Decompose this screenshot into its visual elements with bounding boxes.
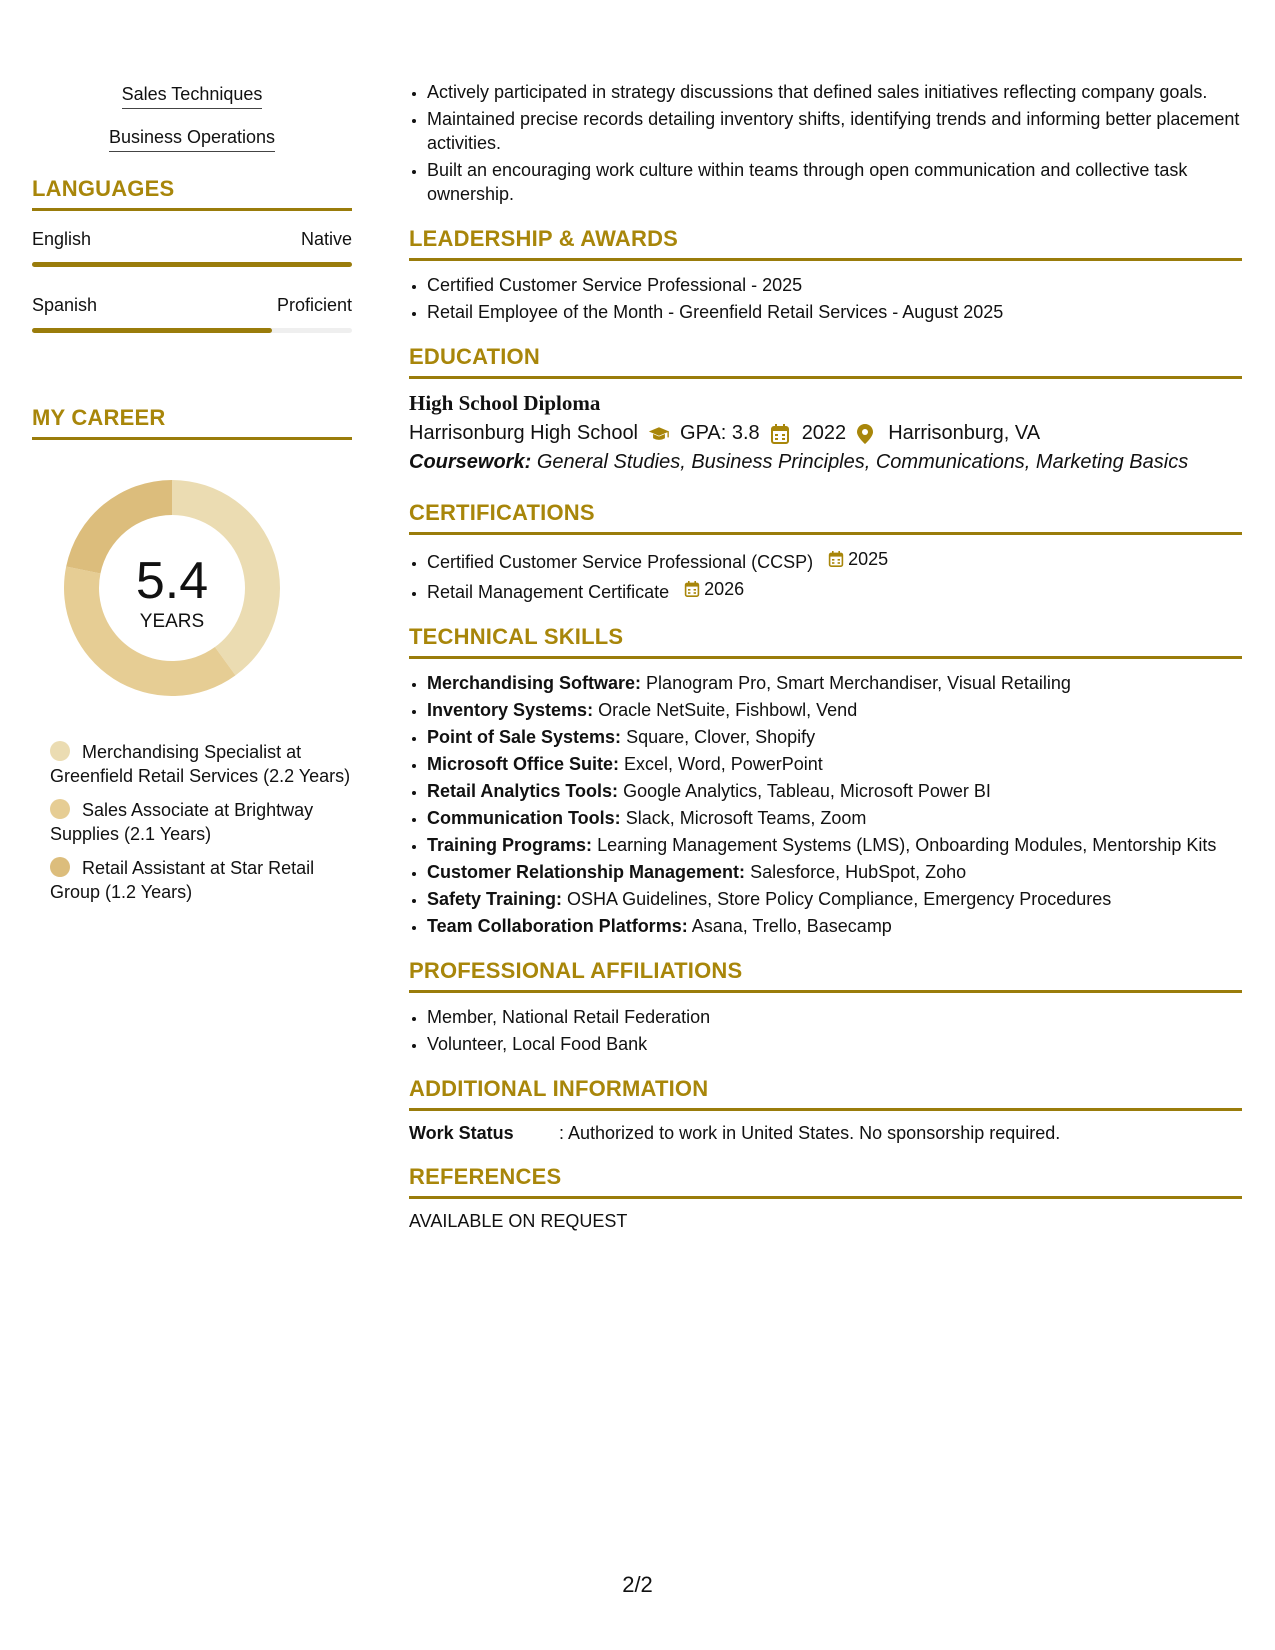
- work-status-label: Work Status: [409, 1123, 514, 1143]
- education-meta: [409, 422, 1242, 445]
- references-heading: REFERENCES: [409, 1164, 1242, 1199]
- career-legend-item: [32, 856, 352, 904]
- page-number: 2/2: [622, 1572, 653, 1597]
- skill-values: Oracle NetSuite, Fishbowl, Vend: [598, 700, 858, 720]
- skill-category: Microsoft Office Suite:: [427, 754, 620, 774]
- leadership-item: • Retail Employee of the Month - Greenfield Retail Services - August 2025: [427, 300, 1242, 324]
- affiliations-heading: PROFESSIONAL AFFILIATIONS: [409, 958, 1242, 993]
- technical-skills-heading: TECHNICAL SKILLS: [409, 624, 1242, 659]
- skill-values: Google Analytics, Tableau, Microsoft Power BI: [623, 781, 991, 801]
- skill-tag-label: Sales Techniques: [122, 84, 263, 109]
- language-bar: [32, 262, 352, 267]
- career-role-label: Retail Assistant at Star Retail Group (1.2 Years): [50, 858, 315, 902]
- career-donut-svg: [64, 480, 280, 696]
- certification-item: [427, 577, 1242, 604]
- additional-info-heading: ADDITIONAL INFORMATION: [409, 1076, 1242, 1111]
- language-level: Native: [300, 229, 352, 249]
- technical-skill-item: [427, 698, 1242, 722]
- technical-skill-item: [427, 860, 1242, 884]
- skill-values: OSHA Guidelines, Store Policy Compliance, Emergency Procedures: [567, 889, 1112, 909]
- career-legend: [32, 740, 352, 904]
- education-year: 2022: [801, 422, 847, 444]
- language-name: Spanish: [32, 295, 98, 315]
- calendar-icon: [828, 550, 844, 568]
- skill-tag-label: Business Operations: [109, 127, 275, 152]
- leadership-item: • Certified Customer Service Professional - 2025: [427, 273, 1242, 297]
- language-name: English: [32, 229, 92, 249]
- skill-values: Slack, Microsoft Teams, Zoom: [625, 808, 867, 828]
- skill-category: Customer Relationship Management:: [427, 862, 746, 882]
- skill-category: Inventory Systems:: [427, 700, 594, 720]
- leadership-list: [409, 273, 1242, 324]
- skill-category: Training Programs:: [427, 835, 593, 855]
- skill-category: Point of Sale Systems:: [427, 727, 622, 747]
- career-legend-item: [32, 740, 352, 788]
- certification-item: [427, 547, 1242, 574]
- affiliation-item: • Member, National Retail Federation: [427, 1005, 1242, 1029]
- technical-skill-item: [427, 671, 1242, 695]
- skill-values: Learning Management Systems (LMS), Onboarding Modules, Mentorship Kits: [597, 835, 1217, 855]
- work-status-value: : Authorized to work in United States. No sponsorship required.: [559, 1123, 1061, 1143]
- language-row: [32, 295, 352, 333]
- skill-tag: [32, 84, 352, 109]
- skill-values: Asana, Trello, Basecamp: [691, 916, 892, 936]
- career-total: 5.4: [135, 552, 209, 610]
- language-bar: [32, 328, 352, 333]
- left-column: [32, 84, 352, 914]
- coursework-label: Coursework:: [409, 451, 532, 473]
- education-location: Harrisonburg, VA: [888, 422, 1041, 444]
- technical-skills-list: [409, 671, 1242, 938]
- education-gpa: GPA: 3.8: [680, 422, 760, 444]
- education-heading: EDUCATION: [409, 344, 1242, 379]
- certification-year: 2026: [704, 579, 745, 599]
- work-status-row: [409, 1123, 1242, 1144]
- skill-values: Planogram Pro, Smart Merchandiser, Visual Retailing: [646, 673, 1071, 693]
- calendar-icon: [770, 423, 792, 445]
- language-level: Proficient: [276, 295, 352, 315]
- language-bar-fill: [32, 328, 272, 333]
- calendar-icon: [684, 580, 700, 598]
- certification-year: 2025: [848, 549, 889, 569]
- education-school: Harrisonburg High School: [409, 422, 639, 444]
- certification-name: Retail Management Certificate: [427, 582, 670, 602]
- education-degree: High School Diploma: [409, 391, 601, 415]
- career-donut-chart: [32, 440, 352, 740]
- experience-bullet: • Actively participated in strategy discussions that defined sales initiatives reflecting company goals.: [427, 80, 1242, 104]
- graduation-cap-icon: [648, 423, 670, 445]
- skill-values: Salesforce, HubSpot, Zoho: [750, 862, 967, 882]
- skill-category: Merchandising Software:: [427, 673, 642, 693]
- technical-skill-item: [427, 806, 1242, 830]
- certifications-heading: CERTIFICATIONS: [409, 500, 1242, 535]
- certification-name: Certified Customer Service Professional (CCSP): [427, 552, 814, 572]
- career-role-label: Merchandising Specialist at Greenfield Retail Services (2.2 Years): [50, 742, 351, 786]
- skill-values: Square, Clover, Shopify: [626, 727, 816, 747]
- career-role-label: Sales Associate at Brightway Supplies (2.1 Years): [50, 800, 314, 844]
- language-row: [32, 229, 352, 267]
- technical-skill-item: [427, 914, 1242, 938]
- technical-skill-item: [427, 752, 1242, 776]
- career-unit: YEARS: [139, 611, 205, 632]
- legend-dot: [50, 741, 70, 761]
- languages-heading: LANGUAGES: [32, 176, 352, 211]
- career-heading: MY CAREER: [32, 405, 352, 440]
- skill-category: Retail Analytics Tools:: [427, 781, 619, 801]
- career-legend-item: [32, 798, 352, 846]
- legend-dot: [50, 857, 70, 877]
- technical-skill-item: [427, 725, 1242, 749]
- skill-values: Excel, Word, PowerPoint: [624, 754, 823, 774]
- skill-category: Team Collaboration Platforms:: [427, 916, 688, 936]
- experience-bullet: • Maintained precise records detailing inventory shifts, identifying trends and informing better placement activities.: [427, 107, 1242, 155]
- legend-dot: [50, 799, 70, 819]
- technical-skill-item: [427, 833, 1242, 857]
- skill-category: Safety Training:: [427, 889, 563, 909]
- education-coursework: [409, 451, 1242, 474]
- skill-tag: [32, 127, 352, 152]
- experience-bullets: [409, 80, 1242, 206]
- affiliation-item: • Volunteer, Local Food Bank: [427, 1032, 1242, 1056]
- right-column: [409, 80, 1242, 1232]
- skill-category: Communication Tools:: [427, 808, 621, 828]
- leadership-heading: LEADERSHIP & AWARDS: [409, 226, 1242, 261]
- references-text: AVAILABLE ON REQUEST: [409, 1211, 628, 1231]
- coursework-value: General Studies, Business Principles, Communications, Marketing Basics: [536, 451, 1189, 473]
- location-pin-icon: [856, 423, 878, 445]
- language-bar-fill: [32, 262, 352, 267]
- certifications-list: [409, 547, 1242, 604]
- technical-skill-item: [427, 887, 1242, 911]
- technical-skill-item: [427, 779, 1242, 803]
- experience-bullet: • Built an encouraging work culture within teams through open communication and collective task ownership.: [427, 158, 1242, 206]
- affiliations-list: [409, 1005, 1242, 1056]
